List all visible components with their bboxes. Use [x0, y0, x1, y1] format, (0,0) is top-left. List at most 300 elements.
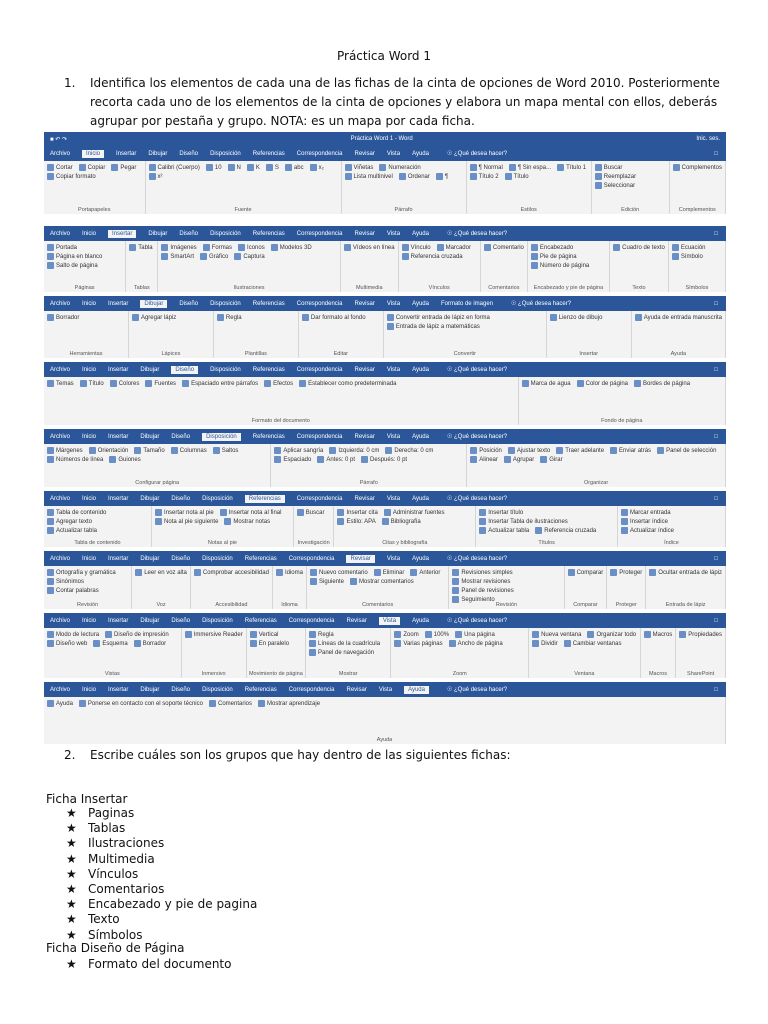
tab-correspondencia[interactable]: Correspondencia [296, 366, 343, 373]
command-icon [47, 173, 54, 180]
tab-referencias[interactable]: Referencias [252, 150, 285, 157]
ribbon-command[interactable]: ¶ Sin espa... [509, 164, 551, 171]
ribbon-command[interactable]: Tamaño [134, 447, 164, 454]
comments-icon[interactable]: □ [714, 230, 718, 237]
ribbon-command[interactable]: Insertar nota al final [220, 509, 282, 516]
ribbon-command[interactable]: Sinónimos [47, 578, 84, 585]
ribbon-command[interactable]: Modo de lectura [47, 631, 99, 638]
ribbon-command[interactable]: Zoom [394, 631, 418, 638]
ribbon-command[interactable]: Propiedades [679, 631, 722, 638]
ribbon-command[interactable]: x₂ [310, 164, 324, 171]
tell-me-search[interactable]: ☉ ¿Qué desea hacer? [446, 618, 508, 624]
tab-correspondencia[interactable]: Correspondencia [288, 686, 335, 693]
tab-revisar[interactable]: Revisar [346, 617, 367, 624]
tab-diseño[interactable]: Diseño [171, 617, 191, 624]
tab-correspondencia[interactable]: Correspondencia [296, 495, 343, 502]
ribbon-command[interactable]: Diseño de impresión [105, 631, 169, 638]
ribbon-command[interactable]: Tabla de contenido [47, 509, 106, 516]
command-icon [250, 640, 257, 647]
tab-archivo[interactable]: Archivo [50, 366, 71, 373]
command-icon [402, 244, 409, 251]
ribbon-command[interactable]: Agregar texto [47, 518, 92, 525]
tell-me-search[interactable]: ☉ ¿Qué desea hacer? [446, 687, 508, 693]
tab-revisar[interactable]: Revisar [354, 366, 375, 373]
tab-referencias[interactable]: Referencias [252, 433, 285, 440]
ribbon-command[interactable]: Salto de página [47, 262, 98, 269]
ribbon-group-name: Formato del documento [251, 418, 310, 424]
tab-ayuda[interactable]: Ayuda [412, 366, 429, 373]
comments-icon[interactable]: □ [714, 433, 718, 440]
comments-icon[interactable]: □ [714, 366, 718, 373]
tab-correspondencia[interactable]: Correspondencia [288, 555, 335, 562]
tab-correspondencia[interactable]: Correspondencia [288, 617, 335, 624]
ribbon-command[interactable]: abc [285, 164, 304, 171]
tab-archivo[interactable]: Archivo [50, 495, 71, 502]
ribbon-command[interactable]: Regla [309, 631, 334, 638]
ribbon-command[interactable]: Borrador [134, 640, 166, 647]
ribbon-command[interactable]: Varias páginas [394, 640, 442, 647]
ribbon-command[interactable]: Viñetas [345, 164, 374, 171]
ribbon-command[interactable]: Insertar título [479, 509, 523, 516]
tab-ayuda[interactable]: Ayuda [412, 433, 429, 440]
tab-revisar[interactable]: Revisar [354, 150, 375, 157]
ribbon-group-name: Edición [621, 207, 640, 213]
ribbon-command[interactable]: Esquema [93, 640, 127, 647]
tab-insertar[interactable]: Insertar [116, 150, 137, 157]
ribbon-command[interactable]: Cortar [47, 164, 73, 171]
tab-correspondencia[interactable]: Correspondencia [296, 300, 343, 307]
ribbon-command[interactable]: Contar palabras [47, 587, 99, 594]
tab-archivo[interactable]: Archivo [50, 433, 71, 440]
ribbon-command[interactable]: Seguimiento [452, 596, 494, 603]
tab-correspondencia[interactable]: Correspondencia [296, 433, 343, 440]
command-icon [155, 518, 162, 525]
tab-referencias[interactable]: Referencias [252, 300, 285, 307]
tab-referencias[interactable]: Referencias [252, 366, 285, 373]
ribbon-command[interactable]: Diseño web [47, 640, 87, 647]
ribbon-command[interactable]: Complementos [673, 164, 722, 171]
ribbon-command[interactable]: Una página [455, 631, 495, 638]
ribbon-command[interactable]: K [247, 164, 260, 171]
ribbon-command[interactable]: Título [505, 173, 529, 180]
ribbon-command[interactable]: x² [149, 173, 163, 180]
comments-icon[interactable]: □ [714, 617, 718, 624]
ribbon-command[interactable]: Ecuación [672, 244, 706, 251]
ribbon-command[interactable]: Marcar entrada [621, 509, 671, 516]
ribbon-command[interactable]: Buscar [297, 509, 325, 516]
tell-me-search[interactable]: ☉ ¿Qué desea hacer? [446, 231, 508, 237]
tab-revisar[interactable]: Revisar [354, 230, 375, 237]
command-icon [387, 314, 394, 321]
tab-insertar[interactable]: Insertar [108, 366, 129, 373]
ribbon-command[interactable]: 10 [206, 164, 222, 171]
tab-inicio[interactable]: Inicio [82, 366, 97, 373]
ribbon-command[interactable]: Convertir entrada de lápiz en forma [387, 314, 490, 321]
ribbon-command[interactable]: Comentario [484, 244, 524, 251]
ribbon-command[interactable]: Administrar fuentes [384, 509, 445, 516]
ribbon-group-name: Fuente [234, 207, 252, 213]
tell-me-search[interactable]: ☉ ¿Qué desea hacer? [446, 434, 508, 440]
ribbon-command[interactable]: Saltos [213, 447, 239, 454]
command-icon [361, 456, 368, 463]
ribbon-command[interactable]: Cuadro de texto [613, 244, 665, 251]
ribbon-command[interactable]: Actualizar tabla [479, 527, 529, 534]
ribbon-command[interactable]: Referencia cruzada [535, 527, 596, 534]
ribbon-command[interactable]: Panel de revisiones [452, 587, 513, 594]
tab-revisar[interactable]: Revisar [354, 495, 375, 502]
ribbon-command[interactable]: Enviar atrás [610, 447, 651, 454]
ribbon-command[interactable]: Ayuda de entrada manuscrita [635, 314, 722, 321]
ribbon-command[interactable]: Mostrar revisiones [452, 578, 510, 585]
tab-revisar[interactable]: Revisar [354, 300, 375, 307]
ribbon-command[interactable]: Establecer como predeterminada [299, 380, 396, 387]
tab-insertar[interactable]: Insertar [108, 230, 136, 238]
tab-insertar[interactable]: Insertar [108, 686, 129, 693]
command-icon [213, 447, 220, 454]
tab-correspondencia[interactable]: Correspondencia [296, 230, 343, 237]
ribbon-inicio [44, 132, 726, 214]
ribbon-command[interactable]: Ordenar [399, 173, 430, 180]
ribbon-command[interactable]: Ancho de página [449, 640, 503, 647]
ribbon-command[interactable]: Lista multinivel [345, 173, 393, 180]
ribbon-command[interactable]: Pegar [111, 164, 136, 171]
tab-disposición[interactable]: Disposición [210, 150, 241, 157]
ribbon-command[interactable]: Insertar nota al pie [155, 509, 214, 516]
ribbon-command[interactable]: Título 2 [470, 173, 499, 180]
ribbon-command[interactable]: Proteger [610, 569, 642, 576]
ribbon-command[interactable]: Antes: 0 pt [317, 456, 355, 463]
ribbon-command[interactable]: Eliminar [374, 569, 405, 576]
command-icon [436, 173, 443, 180]
tab-vista[interactable]: Vista [386, 230, 401, 237]
comments-icon[interactable]: □ [714, 300, 718, 307]
ribbon-command[interactable]: Mostrar aprendizaje [258, 700, 320, 707]
tab-archivo[interactable]: Archivo [50, 150, 71, 157]
ribbon-command[interactable]: 100% [425, 631, 449, 638]
ribbon-command[interactable]: S [266, 164, 279, 171]
ribbon-command[interactable]: Iconos [238, 244, 265, 251]
ribbon-command[interactable]: Mostrar comentarios [350, 578, 414, 585]
tab-inicio[interactable]: Inicio [82, 686, 97, 693]
tab-diseño[interactable]: Diseño [179, 150, 199, 157]
ribbon-command[interactable]: Posición [470, 447, 502, 454]
tab-disposición[interactable]: Disposición [202, 495, 233, 502]
tell-me-search[interactable]: ☉ ¿Qué desea hacer? [446, 367, 508, 373]
tab-revisar[interactable]: Revisar [354, 433, 375, 440]
ribbon-command[interactable]: Copiar formato [47, 173, 96, 180]
tab-correspondencia[interactable]: Correspondencia [296, 150, 343, 157]
ribbon-command[interactable]: Título 1 [557, 164, 586, 171]
ribbon-command[interactable]: Leer en voz alta [135, 569, 187, 576]
ribbon-command[interactable]: Página en blanco [47, 253, 102, 260]
ribbon-command[interactable]: Nueva ventana [532, 631, 581, 638]
ribbon-command[interactable]: Immersive Reader [185, 631, 243, 638]
tab-formato-imagen[interactable]: Formato de imagen [440, 300, 493, 307]
ribbon-command[interactable]: Cambiar ventanas [564, 640, 622, 647]
tab-insertar[interactable]: Insertar [108, 617, 129, 624]
ribbon-command[interactable]: Agrupar [504, 456, 534, 463]
ribbon-command[interactable]: Idioma [276, 569, 303, 576]
tab-inicio[interactable]: Inicio [82, 433, 97, 440]
command-icon [634, 380, 641, 387]
ribbon-command[interactable]: Insertar índice [621, 518, 668, 525]
tab-dibujar[interactable]: Dibujar [140, 617, 160, 624]
comments-icon[interactable]: □ [714, 555, 718, 562]
ribbon-command[interactable]: Derecha: 0 cm [385, 447, 433, 454]
command-icon [302, 314, 309, 321]
tab-dibujar[interactable]: Dibujar [140, 433, 160, 440]
ribbon-command[interactable]: Colores [110, 380, 140, 387]
tab-revisar[interactable]: Revisar [346, 686, 367, 693]
ribbon-command[interactable]: Marcador [437, 244, 471, 251]
tab-archivo[interactable]: Archivo [50, 230, 71, 237]
ribbon-command[interactable]: Fuentes [145, 380, 176, 387]
tab-dibujar[interactable]: Dibujar [140, 686, 160, 693]
tell-me-search[interactable]: ☉ ¿Qué desea hacer? [446, 556, 508, 562]
comments-icon[interactable]: □ [714, 495, 718, 502]
tab-ayuda[interactable]: Ayuda [412, 555, 429, 562]
comments-icon[interactable]: □ [714, 686, 718, 693]
tab-archivo[interactable]: Archivo [50, 617, 71, 624]
ribbon-command[interactable]: Anterior [410, 569, 440, 576]
ribbon-command[interactable]: Vínculo [402, 244, 431, 251]
ribbon-command[interactable]: Regla [217, 314, 242, 321]
ribbon-command[interactable]: Número de página [531, 262, 589, 269]
tab-referencias[interactable]: Referencias [244, 555, 277, 562]
ribbon-command[interactable]: Formas [203, 244, 232, 251]
tab-disposición[interactable]: Disposición [210, 300, 241, 307]
ribbon-command[interactable]: Color de página [577, 380, 628, 387]
ribbon-group-name: Texto [632, 285, 646, 291]
ribbon-command[interactable]: Dar formato al fondo [302, 314, 366, 321]
tab-vista[interactable]: Vista [378, 686, 393, 693]
tab-ayuda[interactable]: Ayuda [412, 230, 429, 237]
tab-revisar[interactable]: Revisar [346, 555, 374, 563]
ribbon-command[interactable]: Mostrar notas [224, 518, 270, 525]
ribbon-group-name: Movimiento de página [248, 671, 303, 677]
ribbon-group [547, 311, 632, 358]
tab-archivo[interactable]: Archivo [50, 555, 71, 562]
tab-ayuda[interactable]: Ayuda [412, 300, 429, 307]
ribbon-command[interactable]: Pie de página [531, 253, 577, 260]
ribbon-command[interactable]: Macros [644, 631, 673, 638]
ribbon-command[interactable]: Tabla [129, 244, 152, 251]
tab-disposición[interactable]: Disposición [210, 366, 241, 373]
ribbon-command[interactable]: Ortografía y gramática [47, 569, 116, 576]
ribbon-command[interactable]: Numeración [379, 164, 420, 171]
ribbon-command[interactable]: Ponerse en contacto con el soporte técnico [79, 700, 203, 707]
ribbon-command[interactable]: Borrador [47, 314, 79, 321]
tab-dibujar[interactable]: Dibujar [148, 230, 168, 237]
ribbon-command[interactable]: SmartArt [161, 253, 194, 260]
ribbon-command[interactable]: Imágenes [161, 244, 196, 251]
star-bullet-icon: ★ [66, 927, 77, 942]
ribbon-command[interactable]: Orientación [89, 447, 129, 454]
ribbon-command[interactable]: ¶ Normal [470, 164, 503, 171]
command-icon [532, 631, 539, 638]
tab-diseño[interactable]: Diseño [171, 495, 191, 502]
command-icon [224, 518, 231, 525]
tab-ayuda[interactable]: Ayuda [404, 686, 429, 694]
tab-vista[interactable]: Vista [386, 555, 401, 562]
ribbon-group-name: Insertar [579, 351, 599, 357]
ribbon-command[interactable]: Números de línea [47, 456, 103, 463]
ribbon-command[interactable]: En paralelo [250, 640, 289, 647]
ribbon-command[interactable]: Reemplazar [595, 173, 636, 180]
ficha-diseno-title: Ficha Diseño de Página [46, 941, 185, 955]
ribbon-command[interactable]: Agregar lápiz [132, 314, 176, 321]
ribbon-command[interactable]: Marca de agua [522, 380, 571, 387]
ribbon-command[interactable]: Copiar [79, 164, 106, 171]
ribbon-command[interactable]: Comentarios [209, 700, 252, 707]
ribbon-command[interactable]: Comparar [568, 569, 604, 576]
ribbon-command[interactable]: Portada [47, 244, 77, 251]
tab-ayuda[interactable]: Ayuda [412, 495, 429, 502]
ribbon-command[interactable]: Buscar [595, 164, 623, 171]
tab-vista[interactable]: Vista [386, 433, 401, 440]
tab-inicio[interactable]: Inicio [82, 617, 97, 624]
tab-diseño[interactable]: Diseño [171, 555, 191, 562]
ribbon-command[interactable]: Vídeos en línea [344, 244, 395, 251]
ribbon-command[interactable]: Seleccionar [595, 182, 635, 189]
ribbon-command[interactable]: Ajustar texto [508, 447, 550, 454]
ribbon-command[interactable]: Espaciado entre párrafos [182, 380, 258, 387]
tab-diseño[interactable]: Diseño [179, 300, 199, 307]
ribbon-command[interactable]: Insertar Tabla de ilustraciones [479, 518, 568, 525]
ribbon-command[interactable]: Insertar cita [337, 509, 377, 516]
ribbon-command[interactable]: Título [80, 380, 104, 387]
signin-button[interactable]: Inic. ses. [696, 136, 720, 142]
ribbon-command[interactable]: Estilo: APA [337, 518, 375, 525]
ribbon-command[interactable]: Actualizar índice [621, 527, 674, 534]
ribbon-command[interactable]: Nuevo comentario [310, 569, 368, 576]
tab-inicio[interactable]: Inicio [82, 150, 104, 158]
tab-inicio[interactable]: Inicio [82, 555, 97, 562]
tab-disposición[interactable]: Disposición [202, 617, 233, 624]
ribbon-command[interactable]: Entrada de lápiz a matemáticas [387, 323, 480, 330]
ribbon-command[interactable]: Panel de navegación [309, 649, 374, 656]
tab-disposición[interactable]: Disposición [202, 555, 233, 562]
comments-icon[interactable]: □ [714, 150, 718, 157]
tab-inicio[interactable]: Inicio [82, 300, 97, 307]
tab-ayuda[interactable]: Ayuda [412, 150, 429, 157]
tab-diseño[interactable]: Diseño [179, 230, 199, 237]
ribbon-command[interactable]: Vertical [250, 631, 279, 638]
tab-dibujar[interactable]: Dibujar [140, 495, 160, 502]
ribbon-command[interactable]: Aplicar sangría [274, 447, 323, 454]
tab-disposición[interactable]: Disposición [210, 230, 241, 237]
tab-dibujar[interactable]: Dibujar [140, 300, 167, 308]
ribbon-command[interactable]: Guiones [109, 456, 140, 463]
tab-inicio[interactable]: Inicio [82, 495, 97, 502]
ribbon-command[interactable]: Panel de selección [657, 447, 716, 454]
tab-dibujar[interactable]: Dibujar [140, 366, 160, 373]
tab-insertar[interactable]: Insertar [108, 433, 129, 440]
ribbon-command[interactable]: Ocultar entrada de lápiz [649, 569, 722, 576]
ribbon-command[interactable]: Líneas de la cuadrícula [309, 640, 380, 647]
ribbon-command[interactable]: Efectos [264, 380, 293, 387]
tab-vista[interactable]: Vista [386, 366, 401, 373]
ribbon-command[interactable]: Lienzo de dibujo [550, 314, 603, 321]
ribbon-command[interactable]: Márgenes [47, 447, 83, 454]
ribbon-command[interactable]: Después: 0 pt [361, 456, 407, 463]
ribbon-command[interactable]: Izquierda: 0 cm [329, 447, 379, 454]
tab-insertar[interactable]: Insertar [108, 555, 129, 562]
ribbon-command[interactable]: Comprobar accesibilidad [194, 569, 269, 576]
tab-diseño[interactable]: Diseño [171, 366, 198, 374]
tab-vista[interactable]: Vista [386, 300, 401, 307]
ribbon-command[interactable]: Bibliografía [382, 518, 421, 525]
ribbon-command[interactable]: Bordes de página [634, 380, 690, 387]
ribbon-command[interactable]: Temas [47, 380, 74, 387]
command-icon [309, 640, 316, 647]
ribbon-command[interactable]: Calibri (Cuerpo) [149, 164, 200, 171]
tell-me-search[interactable]: ☉ ¿Qué desea hacer? [446, 151, 508, 157]
ribbon-command[interactable]: N [228, 164, 241, 171]
tab-insertar[interactable]: Insertar [108, 495, 129, 502]
tab-diseño[interactable]: Diseño [171, 433, 191, 440]
ribbon-command[interactable]: Siguiente [310, 578, 344, 585]
tab-referencias[interactable]: Referencias [252, 230, 285, 237]
ribbon-command[interactable]: Gráfico [200, 253, 228, 260]
ribbon-command[interactable]: Actualizar tabla [47, 527, 97, 534]
ribbon-command[interactable]: Traer adelante [556, 447, 604, 454]
ribbon-tab-bar [44, 362, 726, 377]
ribbon-group-name: Inmersivo [201, 671, 226, 677]
tab-vista[interactable]: Vista [386, 495, 401, 502]
command-icon [135, 569, 142, 576]
tab-inicio[interactable]: Inicio [82, 230, 97, 237]
tab-archivo[interactable]: Archivo [50, 300, 71, 307]
tab-dibujar[interactable]: Dibujar [140, 555, 160, 562]
tab-archivo[interactable]: Archivo [50, 686, 71, 693]
ribbon-command[interactable]: Organizar todo [587, 631, 636, 638]
tell-me-search[interactable]: ☉ ¿Qué desea hacer? [446, 496, 508, 502]
ribbon-command[interactable]: Símbolo [672, 253, 703, 260]
tab-ayuda[interactable]: Ayuda [412, 617, 429, 624]
ribbon-tab-bar [44, 682, 726, 697]
ribbon-command[interactable]: Captura [234, 253, 264, 260]
quick-access-icons[interactable]: ■ ↶ ↷ [50, 136, 68, 143]
ribbon-command[interactable]: Ayuda [47, 700, 73, 707]
ribbon-command[interactable]: Nota al pie siguiente [155, 518, 218, 525]
tab-vista[interactable]: Vista [386, 150, 401, 157]
ribbon-command[interactable]: ¶ [436, 173, 448, 180]
ribbon-command[interactable]: Columnas [171, 447, 207, 454]
tab-insertar[interactable]: Insertar [108, 300, 129, 307]
ribbon-command[interactable]: Revisiones simples [452, 569, 512, 576]
ribbon-command[interactable]: Dividir [532, 640, 558, 647]
tell-me-search[interactable]: ☉ ¿Qué desea hacer? [511, 301, 572, 307]
tab-disposición[interactable]: Disposición [202, 686, 233, 693]
tab-referencias[interactable]: Referencias [244, 686, 277, 693]
ribbon-tab-bar [44, 296, 726, 311]
ribbon-command[interactable]: Girar [540, 456, 562, 463]
ribbon-command[interactable]: Referencia cruzada [402, 253, 463, 260]
tab-referencias[interactable]: Referencias [245, 495, 285, 503]
ribbon-command[interactable]: Espaciado [274, 456, 311, 463]
tab-dibujar[interactable]: Dibujar [148, 150, 168, 157]
ribbon-command[interactable]: Alinear [470, 456, 498, 463]
ribbon-command[interactable]: Encabezado [531, 244, 573, 251]
tab-diseño[interactable]: Diseño [171, 686, 191, 693]
ribbon-group-name: Párrafo [359, 480, 378, 486]
ribbon-command[interactable]: Modelos 3D [271, 244, 312, 251]
tab-vista[interactable]: Vista [379, 617, 400, 625]
tab-disposición[interactable]: Disposición [202, 433, 241, 441]
ribbon-group [467, 161, 592, 214]
tab-referencias[interactable]: Referencias [244, 617, 277, 624]
